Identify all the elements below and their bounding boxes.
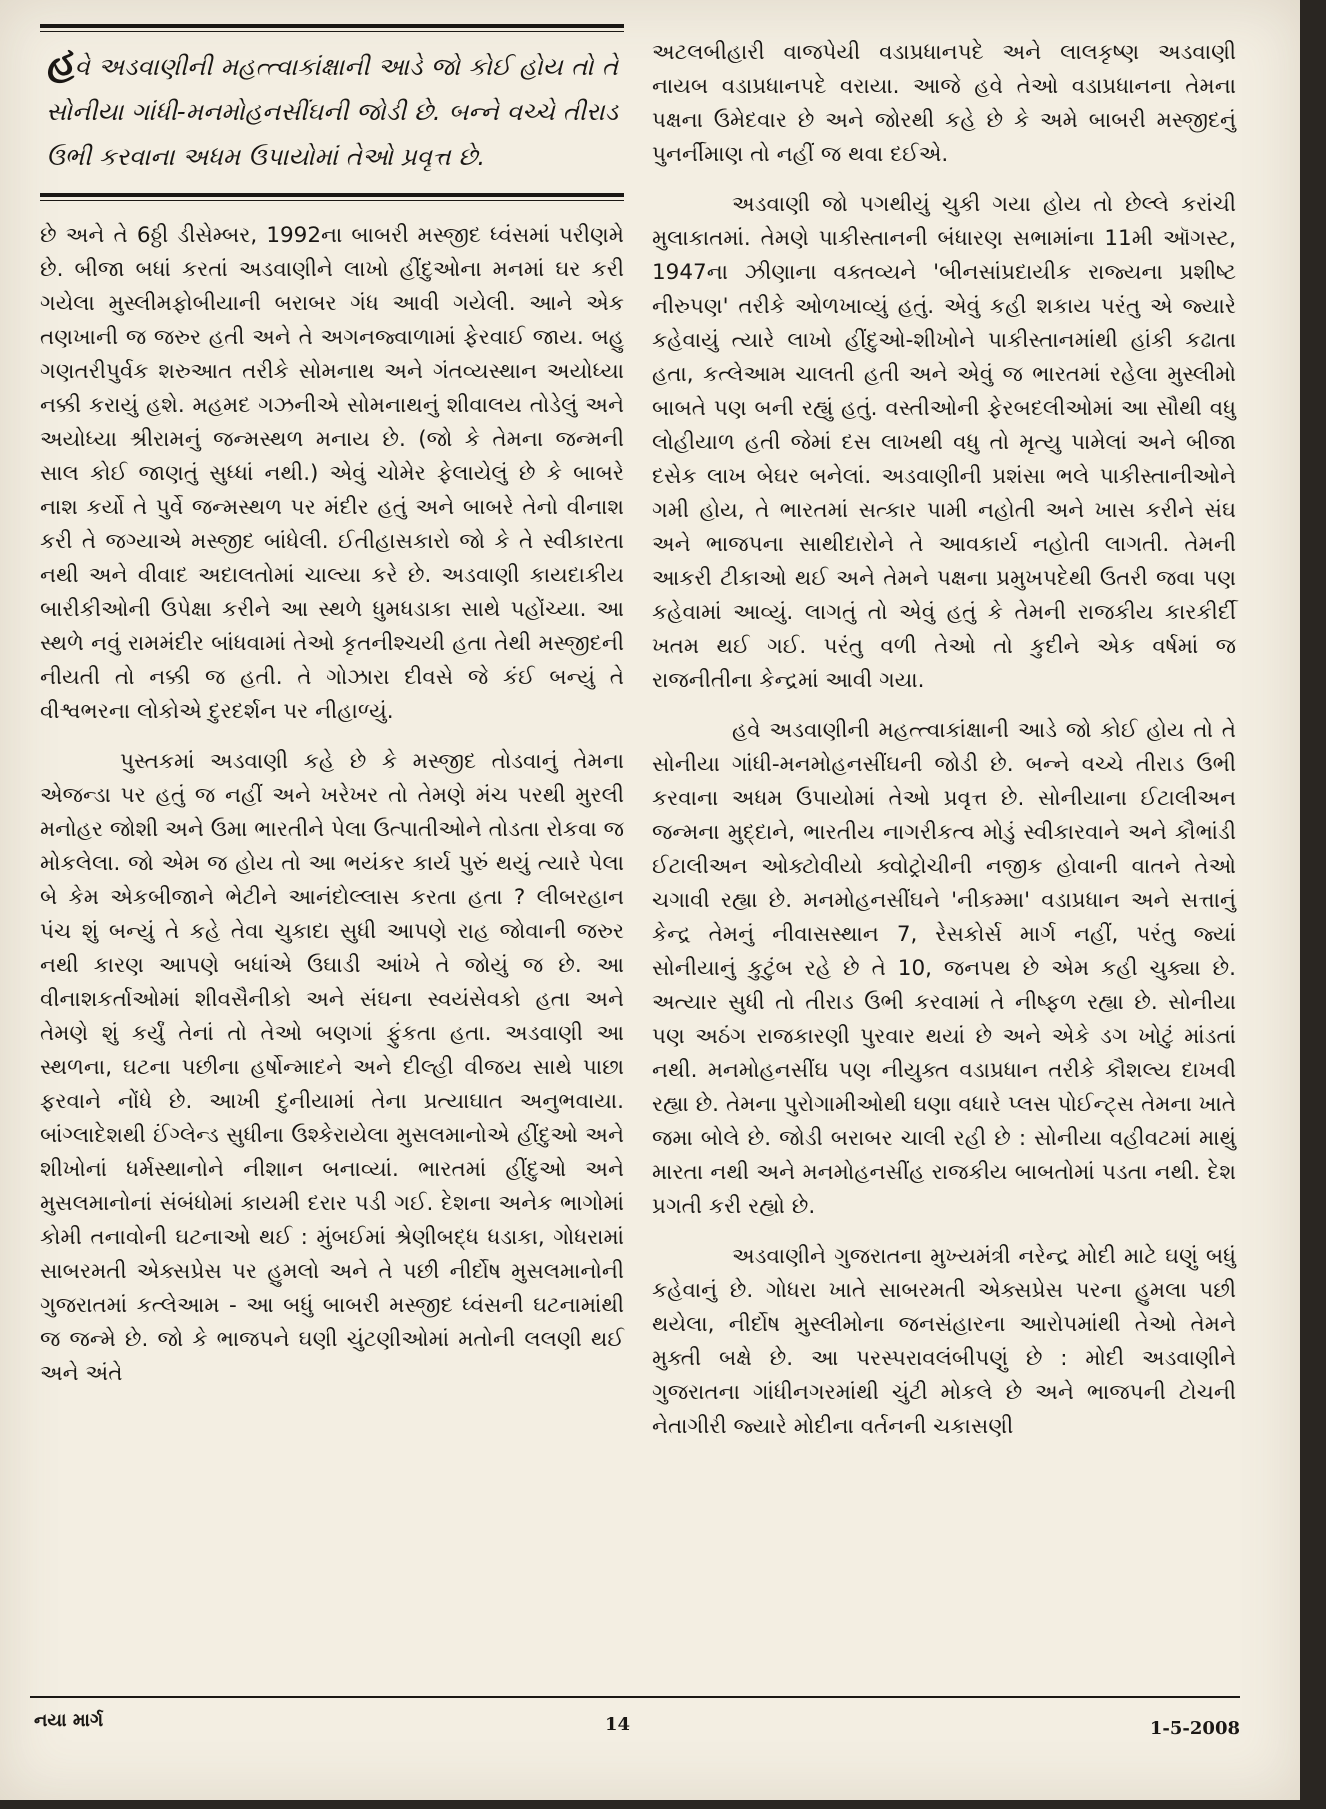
- pullquote-text: વે અડવાણીની મહત્ત્વાકાંક્ષાની આડે જો કોઈ હોય તો તે સોનીયા ગાંધી-મનમોહનસીંઘની જોડી છે. બન્ને વચ્ચે તીરાડ ઉભી કરવાના અધમ ઉપાયોમાં તેઓ પ્રવૃત્ત છે.: [46, 52, 618, 171]
- right-paragraph-4: અડવાણીને ગુજરાતના મુખ્યમંત્રી નરેન્દ્ર મોદી માટે ઘણું બધું કહેવાનું છે. ગોધરા ખાતે સાબરમતી એક્સપ્રેસ પરના હુમલા પછી થયેલા, નીર્દોષ મુસ્લીમોના જનસંહારના આરોપમાંથી તેઓ તેમને મુક્તી બક્ષે છે. આ પરસ્પરાવલંબીપણું છે : મોદી અડવાણીને ગુજરાતના ગાંધીનગરમાંથી ચુંટી મોકલે છે અને ભાજપની ટોચની નેતાગીરી જ્યારે મોદીના વર્તનની ચકાસણી: [652, 1244, 1236, 1439]
- left-paragraph-1: છે અને તે 6ઠ્ઠી ડીસેમ્બર, 1992ના બાબરી મસ્જીદ ધ્વંસમાં પરીણમે છે. બીજા બધાં કરતાં અડવાણીને લાખો હીંદુઓના મનમાં ઘર કરી ગયેલા મુસ્લીમફોબીયાની બરાબર ગંધ આવી ગયેલી. આને એક તણખાની જ જરુર હતી અને તે અગનજ્વાળામાં ફેરવાઈ જાય. બહુ ગણતરીપુર્વક શરુઆત તરીકે સોમનાથ અને ગંતવ્યસ્થાન અયોધ્યા નક્કી કરાયું હશે. મહમદ ગઝનીએ સોમનાથનું શીવાલય તોડેલું અને અયોધ્યા શ્રીરામનું જન્મસ્થળ મનાય છે. (જો કે તેમના જન્મની સાલ કોઈ જાણતું સુધ્ધાં નથી.) એવું ચોમેર ફેલાયેલું છે કે બાબરે નાશ કર્યો તે પુર્વે જન્મસ્થળ પર મંદીર હતું અને બાબરે તેનો વીનાશ કરી તે જગ્યાએ મસ્જીદ બાંધેલી. ઈતીહાસકારો જો કે તે સ્વીકારતા નથી અને વીવાદ અદાલતોમાં ચાલ્યા કરે છે. અડવાણી કાયદાકીય બારીકીઓની ઉપેક્ષા કરીને આ સ્થળે ધુમધડાકા સાથે પહોંચ્યા. આ સ્થળે નવું રામમંદીર બાંધવામાં તેઓ કૃતનીશ્ચયી હતા તેથી મસ્જીદની નીયતી તો નક્કી જ હતી. તે ગોઝારા દીવસે જે કંઈ બન્યું તે વીશ્વભરના લોકોએ દુરદર્શન પર નીહાળ્યું.: [40, 223, 624, 724]
- page-footer: [30, 1696, 1240, 1744]
- right-column: [652, 36, 1236, 1444]
- right-paragraph-1: અટલબીહારી વાજપેયી વડાપ્રધાનપદે અને લાલકૃષ્ણ અડવાણી નાયબ વડાપ્રધાનપદે વરાયા. આજે હવે તેઓ વડાપ્રધાનના તેમના પક્ષના ઉમેદવાર છે અને જોરથી કહે છે કે અમે બાબરી મસ્જીદનું પુનર્નીમાણ તો નહીં જ થવા દઈએ.: [652, 40, 1236, 167]
- right-paragraph-3: હવે અડવાણીની મહત્ત્વાકાંક્ષાની આડે જો કોઈ હોય તો તે સોનીયા ગાંધી-મનમોહનસીંઘની જોડી છે. બન્ને વચ્ચે તીરાડ ઉભી કરવાના અધમ ઉપાયોમાં તેઓ પ્રવૃત્ત છે. સોનીયાના ઈટાલીઅન જન્મના મુદ્દાને, ભારતીય નાગરીકત્વ મોડું સ્વીકારવાને અને કૌભાંડી ઈટાલીઅન ઓક્ટોવીયો ક્વોટ્રોચીની નજીક હોવાની વાતને તેઓ ચગાવી રહ્યા છે. મનમોહનસીંઘને 'નીકમ્મા' વડાપ્રધાન અને સત્તાનું કેન્દ્ર તેમનું નીવાસસ્થાન 7, રેસકોર્સ માર્ગ નહીં, પરંતુ જ્યાં સોનીયાનું કુટુંબ રહે છે તે 10, જનપથ છે એમ કહી ચુક્યા છે. અત્યાર સુધી તો તીરાડ ઉભી કરવામાં તે નીષ્ફળ રહ્યા છે. સોનીયા પણ અઠંગ રાજકારણી પુરવાર થયાં છે અને એકે ડગ ખોટું માંડતાં નથી. મનમોહનસીંઘ પણ નીયુક્ત વડાપ્રધાન તરીકે કૌશલ્ય દાખવી રહ્યા છે. તેમના પુરોગામીઓથી ઘણા વધારે પ્લસ પોઈન્ટ્સ તેમના ખાતે જમા બોલે છે. જોડી બરાબર ચાલી રહી છે : સોનીયા વહીવટમાં માથું મારતા નથી અને મનમોહનસીંહ રાજકીય બાબતોમાં પડતા નથી. દેશ પ્રગતી કરી રહ્યો છે.: [652, 718, 1236, 1219]
- right-paragraph-2: અડવાણી જો પગથીયું ચુકી ગયા હોય તો છેલ્લે કરાંચી મુલાકાતમાં. તેમણે પાકીસ્તાનની બંધારણ સભામાંના 11મી ઑગસ્ટ, 1947ના ઝીણાના વક્તવ્યને 'બીનસાંપ્રદાયીક રાજ્યના પ્રશીષ્ટ નીરુપણ' તરીકે ઓળખાવ્યું હતું. એવું કહી શકાય પરંતુ એ જ્યારે કહેવાયું ત્યારે લાખો હીંદુઓ-શીખોને પાકીસ્તાનમાંથી હાંકી કઢાતા હતા, કત્લેઆમ ચાલતી હતી અને એવું જ ભારતમાં રહેલા મુસ્લીમો બાબતે પણ બની રહ્યું હતું. વસ્તીઓની ફેરબદલીઓમાં આ સૌથી વધુ લોહીયાળ હતી જેમાં દસ લાખથી વધુ તો મૃત્યુ પામેલાં અને બીજા દસેક લાખ બેઘર બનેલાં. અડવાણીની પ્રશંસા ભલે પાકીસ્તાનીઓને ગમી હોય, તે ભારતમાં સત્કાર પામી નહોતી અને ખાસ કરીને સંઘ અને ભાજપના સાથીદારોને તે આવકાર્ય નહોતી લાગતી. તેમની આકરી ટીકાઓ થઈ અને તેમને પક્ષના પ્રમુખપદેથી ઉતરી જવા પણ કહેવામાં આવ્યું. લાગતું તો એવું હતું કે તેમની રાજકીય કારકીર્દી ખતમ થઈ ગઈ. પરંતુ વળી તેઓ તો કુદીને એક વર્ષમાં જ રાજનીતીના કેન્દ્રમાં આવી ગયા.: [652, 192, 1236, 693]
- footer-rule: [30, 1696, 1240, 1698]
- left-column: [40, 24, 624, 1391]
- pullquote-bottom-rule: [40, 193, 624, 197]
- pullquote-top-rule: [40, 24, 624, 28]
- page-number: 14: [605, 1714, 631, 1735]
- issue-date: 1-5-2008: [1149, 1718, 1240, 1739]
- pullquote-drop-initial: હ: [46, 39, 75, 85]
- pullquote: [40, 32, 624, 193]
- publication-name: નયા માર્ગ: [34, 1710, 104, 1731]
- left-paragraph-2: પુસ્તકમાં અડવાણી કહે છે કે મસ્જીદ તોડવાનું તેમના એજન્ડા પર હતું જ નહીં અને ખરેખર તો તેમણે મંચ પરથી મુરલી મનોહર જોશી અને ઉમા ભારતીને પેલા ઉત્પાતીઓને તોડતા રોકવા જ મોકલેલા. જો એમ જ હોય તો આ ભયંકર કાર્ય પુરું થયું ત્યારે પેલા બે કેમ એકબીજાને ભેટીને આનંદોલ્લાસ કરતા હતા ? લીબરહાન પંચ શું બન્યું તે કહે તેવા ચુકાદા સુધી આપણે રાહ જોવાની જરુર નથી કારણ આપણે બધાંએ ઉઘાડી આંખે તે જોયું જ છે. આ વીનાશકર્તાઓમાં શીવસૈનીકો અને સંઘના સ્વયંસેવકો હતા અને તેમણે શું કર્યું તેનાં તો તેઓ બણગાં ફુંકતા હતા. અડવાણી આ સ્થળના, ઘટના પછીના હર્ષોન્માદને અને દીલ્હી વીજય સાથે પાછા ફરવાને નોંધે છે. આખી દુનીયામાં તેના પ્રત્યાઘાત અનુભવાયા. બાંગ્લાદેશથી ઈંગ્લેન્ડ સુધીના ઉશ્કેરાયેલા મુસલમાનોએ હીંદુઓ અને શીખોનાં ધર્મસ્થાનોને નીશાન બનાવ્યાં. ભારતમાં હીંદુઓ અને મુસલમાનોનાં સંબંધોમાં કાયમી દરાર પડી ગઈ. દેશના અનેક ભાગોમાં કોમી તનાવોની ઘટનાઓ થઈ : મુંબઈમાં શ્રેણીબદ્ધ ધડાકા, ગોધરામાં સાબરમતી એક્સપ્રેસ પર હુમલો અને તે પછી નીર્દોષ મુસલમાનોની ગુજરાતમાં કત્લેઆમ - આ બધું બાબરી મસ્જીદ ધ્વંસની ઘટનામાંથી જ જન્મે છે. જો કે ભાજપને ઘણી ચુંટણીઓમાં મતોની લલણી થઈ અને અંતે: [40, 749, 624, 1386]
